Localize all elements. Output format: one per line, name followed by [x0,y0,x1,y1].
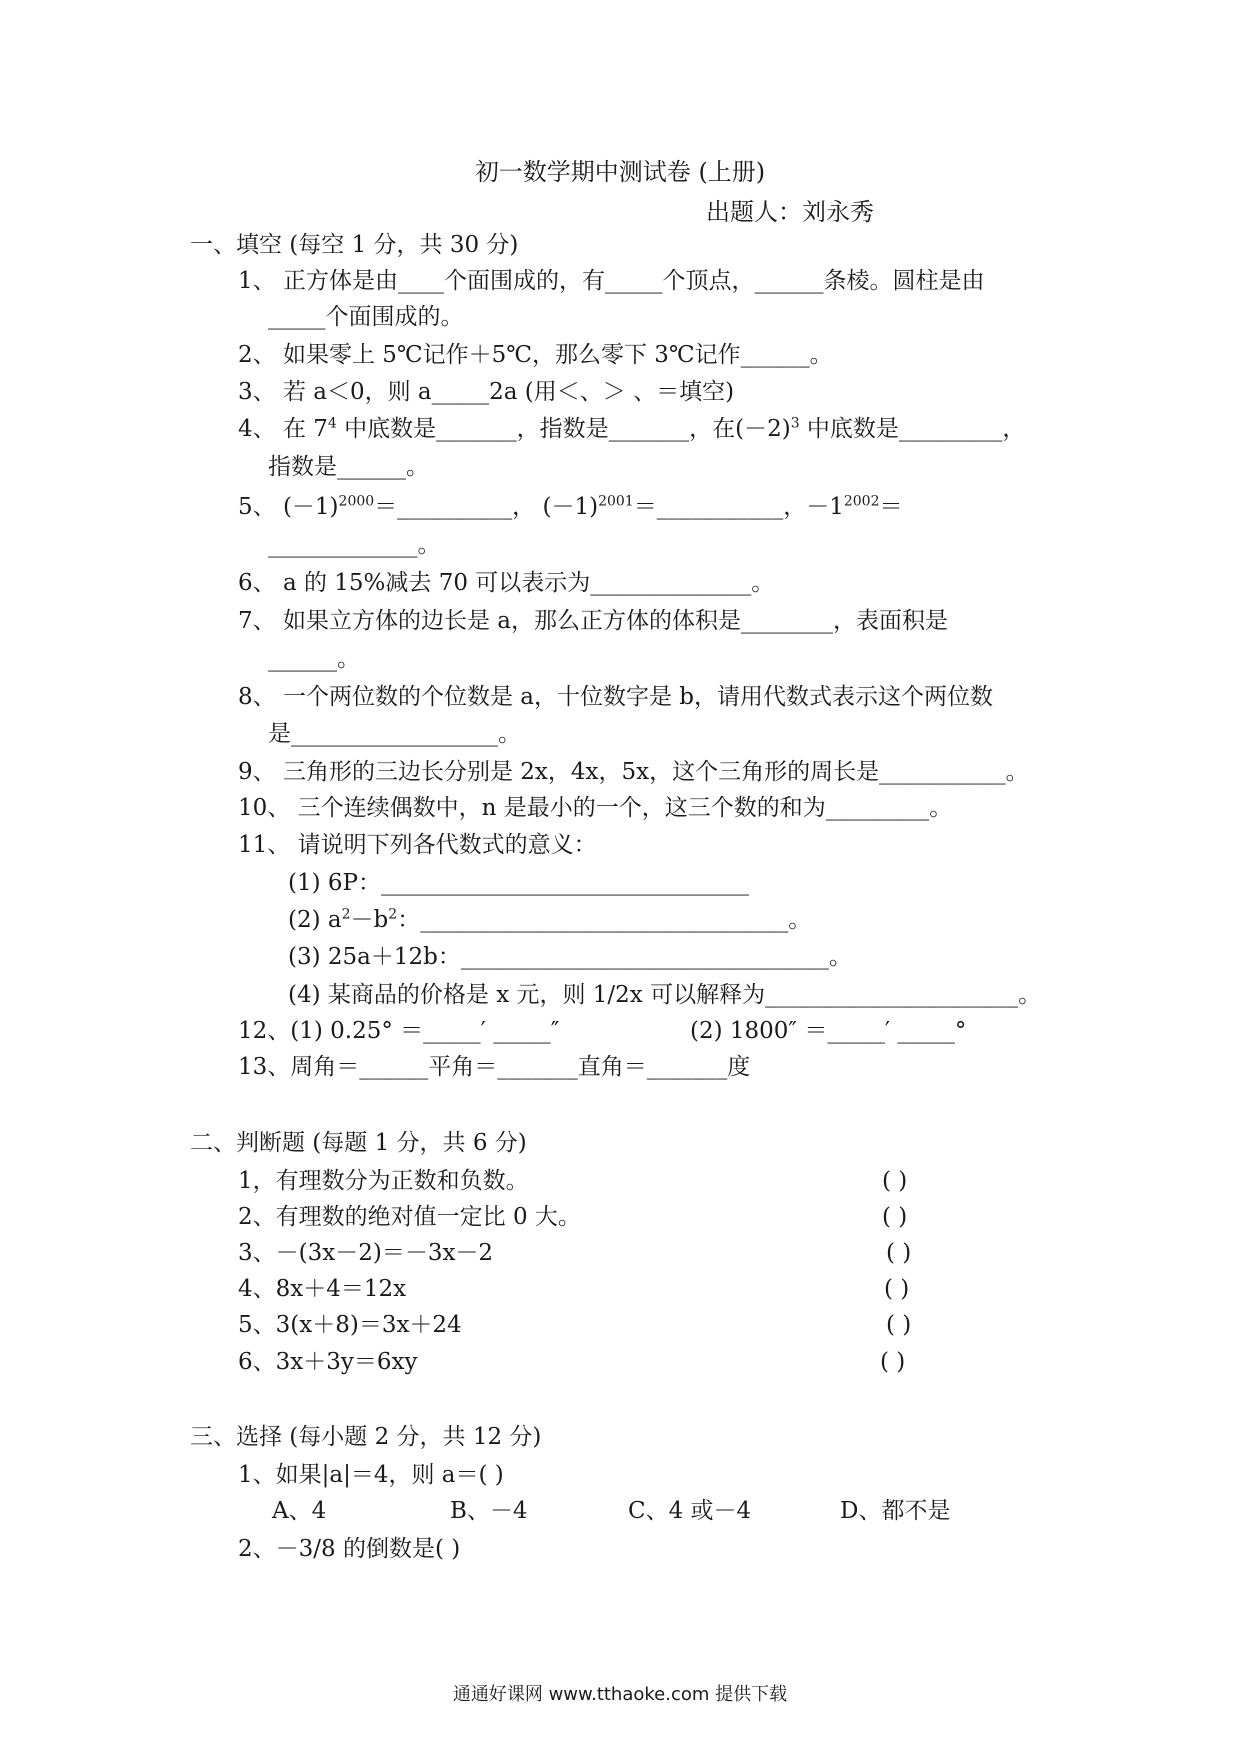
s2-item-2-answer-bracket: ( ) [882,1204,908,1230]
s3-question-1-option-d: D、都不是 [840,1498,951,1524]
s1-question-11-part-2: (2) $a^2-b^2$：________________________________。 [288,906,812,933]
s1-question-11-part-4: (4) 某商品的价格是 x 元，则 1/2x 可以解释为______________________。 [288,982,1042,1008]
s1-question-10: 10、 三个连续偶数中，n 是最小的一个，这三个数的和为_________。 [238,795,953,821]
s2-item-4-answer-bracket: ( ) [884,1276,910,1302]
s1-question-2: 2、 如果零上 5℃记作＋5℃，那么零下 3℃记作______。 [238,342,833,368]
s1-question-9: 9、 三角形的三边长分别是 2x，4x，5x，这个三角形的周长是___________。 [238,759,1029,785]
s2-item-6-answer-bracket: ( ) [880,1349,906,1375]
s1-question-13: 13、周角＝______平角＝_______直角＝_______度 [238,1054,751,1080]
s1-question-11-part-1: (1) 6P：________________________________ [288,870,749,896]
s1-question-11-part-3: (3) 25a＋12b：________________________________。 [288,944,852,970]
page-footer: 通通好课网 www.tthaoke.com 提供下载 [452,1684,788,1705]
s1-question-7: 7、 如果立方体的边长是 a，那么正方体的体积是________，表面积是 [238,608,948,634]
s1-question-1-cont: _____个面围成的。 [268,304,464,330]
s2-item-4: 4、8x＋4＝12x [238,1276,407,1302]
s1-question-5: 5、 $(-1)^{2000}=\_\_\_\_\_\_\_\_\_\_$， $(-1)^{2001}=\_\_\_\_\_\_\_\_\_\_\_$，$-1^{2002}=$ [238,493,903,520]
section-1-heading: 一、填空 (每空 1 分，共 30 分) [190,232,519,258]
page-title: 初一数学期中测试卷 (上册) [474,158,766,186]
s1-question-6: 6、 a 的 15%减去 70 可以表示为______________。 [238,570,775,596]
section-2-heading: 二、判断题 (每题 1 分，共 6 分) [190,1130,527,1156]
s1-question-7-cont: ______。 [268,646,360,672]
section-3-heading: 三、选择 (每小题 2 分，共 12 分) [190,1424,542,1450]
s1-question-4-cont: 指数是______。 [268,454,429,480]
s1-question-8: 8、 一个两位数的个位数是 a，十位数字是 b，请用代数式表示这个两位数 [238,684,994,710]
s1-question-3: 3、 若 a＜0，则 a_____2a (用＜、＞ 、＝填空) [238,379,735,405]
s2-item-2: 2、有理数的绝对值一定比 0 大。 [238,1204,581,1230]
s2-item-1: 1，有理数分为正数和负数。 [238,1168,529,1194]
s1-question-12-part-2: (2) 1800″ ＝_____′ _____° [690,1018,967,1044]
author-line: 出题人：刘永秀 [706,198,874,226]
s1-question-5-cont: _____________。 [268,532,441,558]
s1-question-8-cont: 是__________________。 [268,721,521,747]
s2-item-1-answer-bracket: ( ) [882,1168,908,1194]
s3-question-1-option-a: A、4 [272,1498,327,1524]
s1-question-12-part-1: 12、(1) 0.25° ＝_____′ _____″ [238,1018,560,1044]
s3-question-1-option-c: C、4 或－4 [628,1498,752,1524]
s2-item-5-answer-bracket: ( ) [886,1312,912,1338]
s1-question-4: 4、 在 $7^4$ 中底数是_______，指数是_______，在$(-2)^3$ 中底数是_________， [238,415,1026,442]
s2-item-3-answer-bracket: ( ) [886,1240,912,1266]
s2-item-6: 6、3x＋3y＝6xy [238,1349,418,1375]
s3-question-2: 2、－3/8 的倒数是( ) [238,1536,461,1562]
s1-question-11: 11、 请说明下列各代数式的意义： [238,832,597,858]
s3-question-1-option-b: B、－4 [450,1498,528,1524]
s2-item-3: 3、－(3x－2)＝－3x－2 [238,1240,494,1266]
s1-question-1: 1、 正方体是由____个面围成的，有_____个顶点，______条棱。圆柱是由 [238,268,985,294]
s3-question-1: 1、如果|a|＝4，则 a＝( ) [238,1462,504,1488]
s2-item-5: 5、3(x＋8)＝3x＋24 [238,1312,462,1338]
